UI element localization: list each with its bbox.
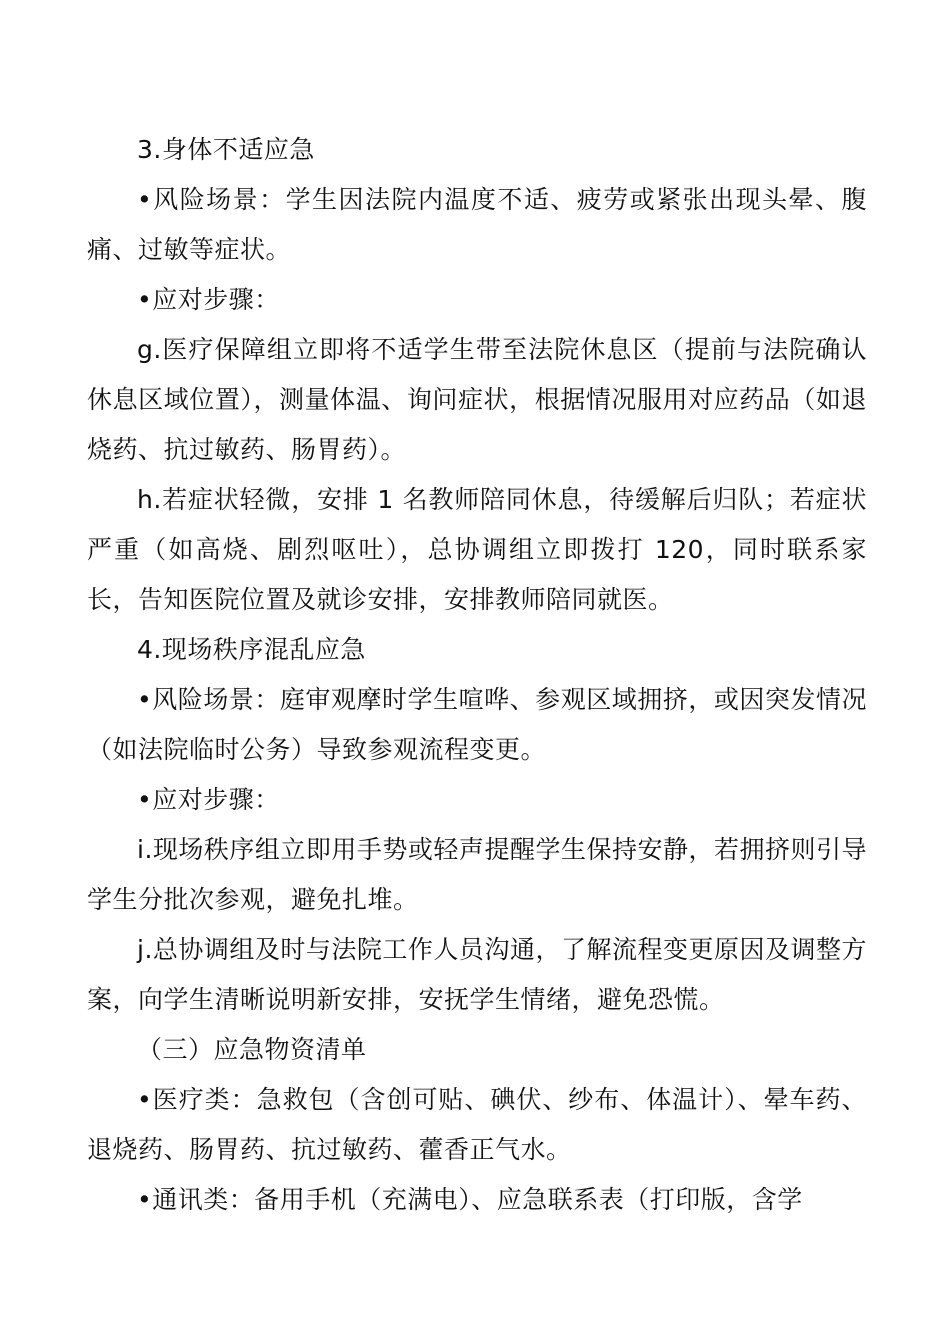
illness-risk-scenario: •风险场景：学生因法院内温度不适、疲劳或紧张出现头晕、腹痛、过敏等症状。 [87,185,867,264]
heading-order-emergency: 4.现场秩序混乱应急 [137,635,366,664]
order-risk-scenario: •风险场景：庭审观摩时学生喧哗、参观区域拥挤，或因突发情况（如法院临时公务）导致参观流程变更。 [87,685,867,764]
order-response-steps-label: •应对步骤： [137,785,280,814]
order-step-i: i.现场秩序组立即用手势或轻声提醒学生保持安静，若拥挤则引导学生分批次参观，避免扎堆。 [87,835,867,914]
order-step-j: j.总协调组及时与法院工作人员沟通，了解流程变更原因及调整方案，向学生清晰说明新安排，安抚学生情绪，避免恐慌。 [87,935,867,1014]
heading-emergency-supplies: （三）应急物资清单 [137,1035,367,1064]
heading-illness-emergency: 3.身体不适应急 [137,135,315,164]
illness-step-h: h.若症状轻微，安排 1 名教师陪同休息，待缓解后归队；若症状严重（如高烧、剧烈呕吐），总协调组立即拨打 120，同时联系家长，告知医院位置及就诊安排，安排教师陪同就医。 [87,485,867,614]
document-body [87,125,867,1225]
illness-response-steps-label: •应对步骤： [137,285,280,314]
supplies-communication: •通讯类：备用手机（充满电）、应急联系表（打印版，含学 [137,1185,803,1214]
supplies-medical: •医疗类：急救包（含创可贴、碘伏、纱布、体温计）、晕车药、退烧药、肠胃药、抗过敏药、藿香正气水。 [87,1085,867,1164]
illness-step-g: g.医疗保障组立即将不适学生带至法院休息区（提前与法院确认休息区域位置），测量体温、询问症状，根据情况服用对应药品（如退烧药、抗过敏药、肠胃药）。 [87,335,867,464]
